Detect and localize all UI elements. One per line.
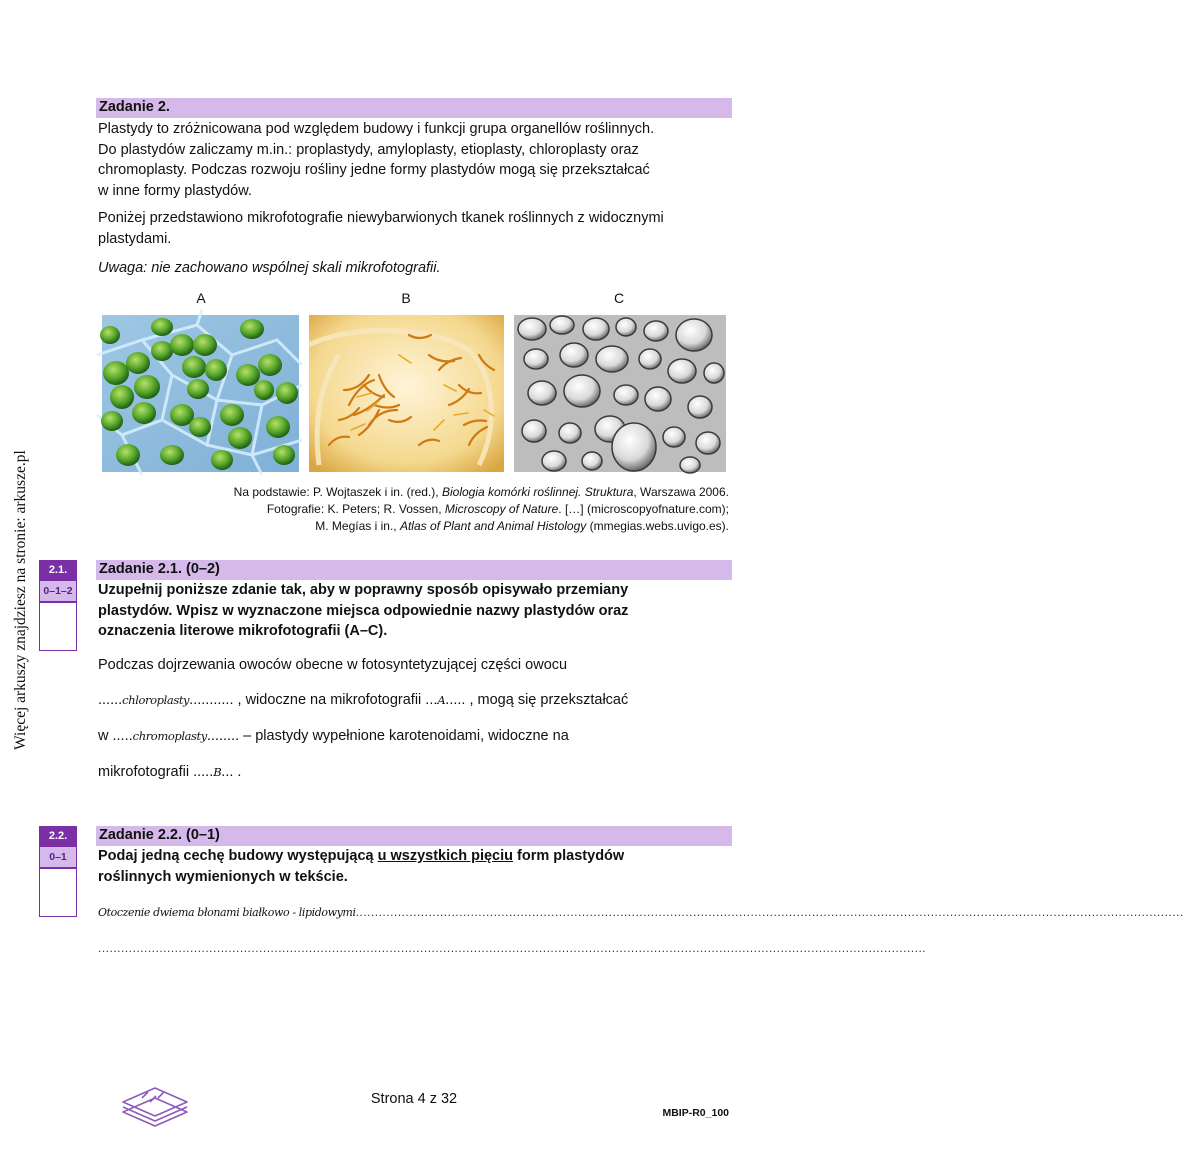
task21-sentence-3: [98, 728, 569, 744]
task21-instruction-line: oznaczenia literowe mikrofotografii (A–C).: [98, 623, 388, 639]
task2-intro-line: Plastydy to zróżnicowana pod względem budowy i funkcji grupa organellów roślinnych.: [98, 121, 655, 137]
source-text: M. Megías i in.,: [315, 519, 400, 533]
task21-score-box[interactable]: [39, 602, 77, 651]
source-line-3: [315, 519, 729, 533]
task21-sentence-1: Podczas dojrzewania owoców obecne w fotosyntetyzującej części owocu: [98, 657, 568, 673]
cke-logo-icon: [120, 1082, 190, 1132]
task2-header: [96, 98, 732, 118]
source-title: Atlas of Plant and Animal Histology: [399, 519, 587, 533]
task22-header: [96, 826, 732, 846]
task21-instruction-line: Uzupełnij poniższe zdanie tak, aby w poprawny sposób opisywało przemiany: [98, 582, 629, 598]
task21-points-badge: 0–1–2: [39, 580, 77, 602]
micrograph-c-amyloplasts: [514, 315, 726, 472]
task2-intro-line: chromoplasty. Podczas rozwoju rośliny jedne formy plastydów mogą się przekształcać: [98, 162, 650, 178]
task22-score-box[interactable]: [39, 868, 77, 917]
side-watermark-text: Więcej arkuszy znajdziesz na stronie: arkusze.pl: [12, 450, 29, 750]
task2-note: Uwaga: nie zachowano wspólnej skali mikrofotografii.: [98, 260, 441, 276]
instruction-text: form plastydów: [513, 848, 625, 864]
sentence-text: ........... , widoczne na mikrofotografii ...: [189, 692, 438, 708]
blank-dots: w .....: [98, 728, 133, 744]
task2-description-line: plastydami.: [98, 230, 172, 247]
source-title: Microscopy of Nature: [444, 502, 559, 516]
sentence-text: ... .: [221, 764, 242, 780]
task2-intro-line: w inne formy plastydów.: [98, 182, 252, 199]
blank-dots: ........................................................................................................................................................................................................................: [98, 941, 927, 955]
task22-answer-line-1[interactable]: [98, 905, 1184, 921]
task2-intro: [98, 119, 728, 201]
task21-sentence-2: [98, 692, 628, 708]
source-text: Na podstawie: P. Wojtaszek i in. (red.),: [233, 485, 442, 499]
source-line-1: [234, 485, 729, 499]
blank-dots: ........................................................................................................................................................................................................................: [355, 905, 1184, 919]
photo-label-b: B: [401, 290, 411, 306]
task21-header: [96, 560, 732, 580]
task2-header-text: Zadanie 2.: [99, 99, 170, 115]
page-number: Strona 4 z 32: [370, 1091, 458, 1107]
task2-description: [98, 208, 728, 249]
micrograph-a-chloroplasts: [102, 315, 299, 472]
task22-instruction-line: roślinnych wymienionych w tekście.: [98, 868, 348, 885]
answer-blank-4[interactable]: B: [213, 765, 222, 779]
source-text: Fotografie: K. Peters; R. Vossen,: [266, 502, 445, 516]
instruction-text: Podaj jedną cechę budowy występującą: [98, 848, 378, 864]
micrograph-b-chromoplasts: [309, 315, 504, 472]
task22-handwritten-answer: Otoczenie dwiema błonami białkowo - lipidowymi: [98, 906, 356, 919]
photo-label-c: C: [613, 290, 625, 306]
task22-instruction-line: [98, 846, 728, 867]
instruction-emphasis: u wszystkich pięciu: [377, 848, 514, 864]
source-text: (mmegias.webs.uvigo.es).: [586, 519, 729, 533]
source-text: , Warszawa 2006.: [633, 485, 729, 499]
exam-code: MBIP-R0_100: [662, 1107, 729, 1119]
sentence-text: ........ – plastydy wypełnione karotenoidami, widoczne na: [206, 728, 569, 744]
source-title: Biologia komórki roślinnej. Struktura: [441, 485, 634, 499]
source-line-2: [267, 502, 729, 516]
task21-sentence-4: [98, 764, 241, 780]
task2-intro-line: Do plastydów zaliczamy m.in.: proplastydy, amyloplasty, etioplasty, chloroplasty oraz: [98, 141, 639, 158]
task22-number-badge: 2.2.: [39, 826, 77, 846]
task2-description-line: Poniżej przedstawiono mikrofotografie niewybarwionych tkanek roślinnych z widocznymi: [98, 210, 664, 226]
blank-dots: mikrofotografii .....: [98, 764, 214, 780]
task21-instruction-line: plastydów. Wpisz w wyznaczone miejsca odpowiednie nazwy plastydów oraz: [98, 602, 629, 619]
blank-dots: ......: [98, 692, 123, 708]
side-watermark: [10, 430, 34, 750]
sentence-text: ..... , mogą się przekształcać: [445, 692, 629, 708]
photo-label-a: A: [196, 290, 206, 306]
answer-blank-3[interactable]: chromoplasty: [132, 729, 207, 743]
source-text: . […] (microscopyofnature.com);: [558, 502, 729, 516]
task21-instruction: [98, 580, 728, 642]
task22-instruction: [98, 846, 728, 887]
answer-blank-1[interactable]: chloroplasty: [122, 693, 190, 707]
answer-blank-2[interactable]: A: [437, 693, 446, 707]
task22-answer-line-2[interactable]: [98, 941, 927, 957]
task21-header-text: Zadanie 2.1. (0–2): [99, 561, 220, 577]
task22-points-badge: 0–1: [39, 846, 77, 868]
task21-number-badge: 2.1.: [39, 560, 77, 580]
task22-header-text: Zadanie 2.2. (0–1): [99, 827, 220, 843]
